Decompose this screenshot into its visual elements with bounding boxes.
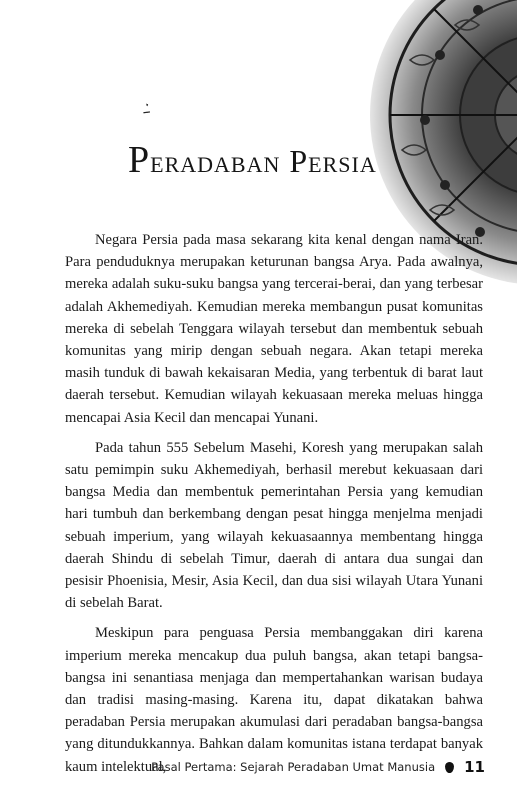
body-text bbox=[65, 229, 483, 786]
paragraph: Meskipun para penguasa Persia membanggakan diri karena imperium mereka mencakup dua puluh bangsa, akan tetapi bangsa-bangsa ini senantiasa menjaga dan mempertahankan warisan budaya dan tradisi masing-masing. Karena itu, dapat dikatakan bahwa peradaban Persia merupakan akumulasi dari peradaban bangsa-bangsa yang ditundukkannya. Bahkan dalam komunitas istana terdapat banyak kaum intelektual, bbox=[65, 625, 483, 775]
calligraphy-mark-icon: ـٰ۬ـ bbox=[141, 99, 151, 118]
drop-bullet-icon bbox=[445, 762, 454, 773]
paragraph: Pada tahun 555 Sebelum Masehi, Koresh yang merupakan salah satu pemimpin suku Akhemediyah, berhasil merebut kekuasaan dari bangsa Media dan membentuk pemerintahan Persia yang kemudian hari tumbuh dan berkembang dengan pesat hingga menjelma menjadi sebuah imperium, yang wilayah kekuasaannya membentang hingga daerah Shindu di sebelah Timur, daerah di antara dua sungai dan pesisir Phoenisia, Mesir, Asia Kecil, dan dua sisi wilayah Utara Yunani di sebelah Barat. bbox=[65, 439, 483, 612]
page-footer bbox=[151, 758, 485, 776]
chapter-title: Peradaban Persia bbox=[128, 139, 377, 181]
paragraph: Negara Persia pada masa sekarang kita kenal dengan nama Iran. Para penduduknya merupakan keturunan bangsa Arya. Pada awalnya, mereka adalah suku-suku bangsa yang tercerai-berai, dan yang terbesar adalah Akhemediyah. Kemudian mereka membangun pusat komunitas mereka di sebelah Tenggara wilayah tersebut dan membentuk sebuah komunitas yang mirip dengan sebuah negara. Akan tetapi mereka masih tunduk di bawah kekaisaran Media, yang terbentuk di barat laut daerah tersebut. Kemudian wilayah kekuasaan mereka meluas hingga mencapai Asia Kecil dan mencapai Yunani. bbox=[65, 232, 483, 426]
page-number: 11 bbox=[464, 758, 485, 776]
running-head: Pasal Pertama: Sejarah Peradaban Umat Manusia bbox=[151, 760, 436, 774]
